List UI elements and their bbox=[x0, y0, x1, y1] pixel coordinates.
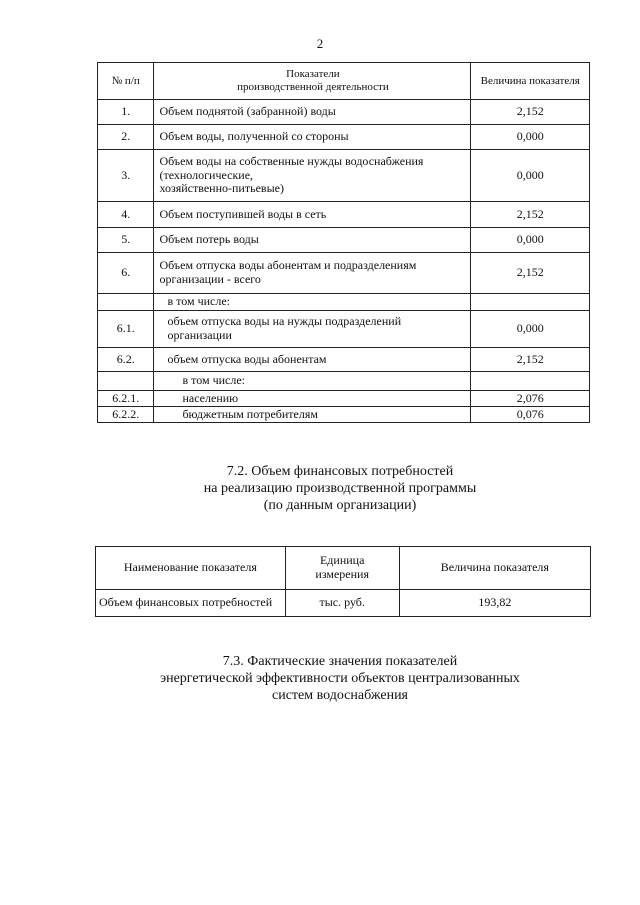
row-value: 0,076 bbox=[471, 407, 590, 423]
row-name-line: организации - всего bbox=[159, 272, 261, 286]
row-value: 193,82 bbox=[399, 590, 590, 617]
row-name: Объем потерь воды bbox=[154, 228, 471, 253]
table-row bbox=[98, 311, 590, 348]
row-name: населению bbox=[154, 391, 471, 407]
row-value: 2,076 bbox=[471, 391, 590, 407]
section-7-2-heading bbox=[0, 463, 640, 514]
table-header-row bbox=[96, 547, 591, 590]
row-name bbox=[154, 311, 471, 348]
section-7-2-line2: на реализацию производственной программы bbox=[203, 481, 477, 497]
row-num: 2. bbox=[98, 125, 154, 150]
production-indicators-table bbox=[97, 62, 590, 423]
row-name-line: организации bbox=[167, 328, 232, 342]
row-num: 6.2. bbox=[98, 348, 154, 372]
row-name: Объем воды, полученной со стороны bbox=[154, 125, 471, 150]
table-row bbox=[98, 294, 590, 311]
row-name-line: хозяйственно-питьевые) bbox=[159, 181, 284, 196]
table-row bbox=[98, 228, 590, 253]
row-name: Объем поступившей воды в сеть bbox=[154, 202, 471, 228]
table-row bbox=[98, 407, 590, 423]
row-num: 6.2.2. bbox=[98, 407, 154, 423]
row-name-line: Объем воды на собственные нужды водоснабжения bbox=[159, 153, 424, 168]
table-row bbox=[98, 348, 590, 372]
row-unit: тыс. руб. bbox=[285, 590, 399, 617]
header-indicators-line1: Показатели bbox=[286, 68, 340, 81]
header-unit-line2: измерения bbox=[315, 567, 369, 581]
row-num: 6.2.1. bbox=[98, 391, 154, 407]
row-value: 0,000 bbox=[471, 125, 590, 150]
row-value: 2,152 bbox=[471, 348, 590, 372]
row-num: 4. bbox=[98, 202, 154, 228]
section-7-3-line1: 7.3. Фактические значения показателей bbox=[222, 654, 458, 669]
row-num: 5. bbox=[98, 228, 154, 253]
row-num bbox=[98, 372, 154, 391]
header-indicators bbox=[154, 63, 471, 100]
header-value: Величина показателя bbox=[399, 547, 590, 590]
row-name: Объем финансовых потребностей bbox=[96, 590, 286, 617]
row-name: в том числе: bbox=[154, 372, 471, 391]
row-value bbox=[471, 294, 590, 311]
row-num: 6. bbox=[98, 253, 154, 294]
row-num: 3. bbox=[98, 150, 154, 202]
header-name: Наименование показателя bbox=[96, 547, 286, 590]
row-value: 2,152 bbox=[471, 202, 590, 228]
section-7-2-line3: (по данным организации) bbox=[263, 498, 417, 514]
row-name-line: (технологические, bbox=[159, 167, 254, 182]
row-name bbox=[154, 253, 471, 294]
page-number: 2 bbox=[316, 36, 324, 51]
table-row bbox=[96, 590, 591, 617]
header-unit-line1: Единица bbox=[319, 553, 365, 568]
row-value bbox=[471, 372, 590, 391]
table-row bbox=[98, 150, 590, 202]
header-num: № п/п bbox=[98, 63, 154, 100]
section-7-2-line1: 7.2. Объем финансовых потребностей bbox=[226, 464, 454, 479]
row-value: 0,000 bbox=[471, 150, 590, 202]
section-7-3-line2: энергетической эффективности объектов централизованных bbox=[160, 671, 520, 687]
row-num: 6.1. bbox=[98, 311, 154, 348]
row-value: 0,000 bbox=[471, 311, 590, 348]
row-value: 2,152 bbox=[471, 253, 590, 294]
table-row bbox=[98, 125, 590, 150]
financial-needs-table bbox=[95, 546, 591, 617]
table-header-row bbox=[98, 63, 590, 100]
header-unit bbox=[285, 547, 399, 590]
row-name: Объем поднятой (забранной) воды bbox=[154, 100, 471, 125]
row-name-line: Объем отпуска воды абонентам и подразделениям bbox=[159, 258, 417, 273]
header-value: Величина показателя bbox=[471, 63, 590, 100]
table-row bbox=[98, 391, 590, 407]
row-name: в том числе: bbox=[154, 294, 471, 311]
row-name-line: объем отпуска воды на нужды подразделений bbox=[167, 314, 402, 329]
row-num: 1. bbox=[98, 100, 154, 125]
header-indicators-line2: производственной деятельности bbox=[237, 81, 389, 93]
row-num bbox=[98, 294, 154, 311]
table-row bbox=[98, 100, 590, 125]
row-name bbox=[154, 150, 471, 202]
row-value: 2,152 bbox=[471, 100, 590, 125]
section-7-3-heading bbox=[0, 653, 640, 704]
table-row bbox=[98, 253, 590, 294]
row-name: бюджетным потребителям bbox=[154, 407, 471, 423]
table-row bbox=[98, 372, 590, 391]
table-row bbox=[98, 202, 590, 228]
section-7-3-line3: систем водоснабжения bbox=[271, 688, 408, 704]
row-name: объем отпуска воды абонентам bbox=[154, 348, 471, 372]
row-value: 0,000 bbox=[471, 228, 590, 253]
